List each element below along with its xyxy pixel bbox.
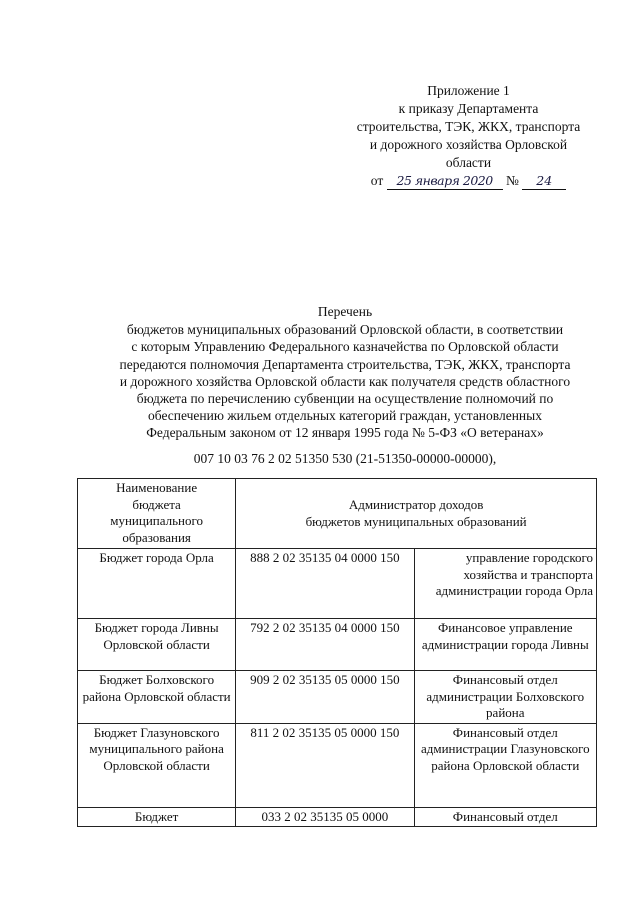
table-row	[78, 723, 597, 807]
revenue-code-cell: 033 2 02 35135 05 0000	[236, 807, 414, 827]
title-line: обеспечению жильем отдельных категорий граждан, установленных	[148, 408, 542, 424]
from-label: от	[370, 173, 384, 188]
title-heading: Перечень	[317, 304, 373, 319]
budget-classification-code: 007 10 03 76 2 02 51350 530 (21-51350-00000-00000),	[193, 451, 497, 466]
header-text: образования	[122, 529, 191, 545]
administrator-cell: Финансовое управление администрации города Ливны	[414, 619, 596, 671]
handwritten-number: 24	[522, 173, 566, 190]
title-line: с которым Управлению Федерального казначейства по Орловской области	[131, 339, 559, 355]
budget-name-cell: Бюджет	[78, 807, 236, 827]
order-date-line	[336, 172, 601, 190]
appendix-line-5: области	[445, 155, 492, 170]
title-line: Федеральным законом от 12 января 1995 года № 5-ФЗ «О ветеранах»	[146, 425, 544, 441]
appendix-line-1: Приложение 1	[427, 83, 510, 98]
table-row	[78, 619, 597, 671]
title-line: и дорожного хозяйства Орловской области как получателя средств областного	[119, 373, 571, 389]
number-label: №	[505, 173, 519, 188]
table-row	[78, 807, 597, 827]
revenue-code-cell: 792 2 02 35135 04 0000 150	[236, 619, 414, 671]
budget-name-cell: Бюджет города Ливны Орловской области	[78, 619, 236, 671]
header-text: Администратор доходов	[348, 497, 484, 512]
header-revenue-administrator	[236, 479, 597, 549]
title-line: бюджетов муниципальных образований Орловской области, в соответствии	[126, 322, 564, 338]
budget-name-cell: Бюджет Глазуновского муниципального района Орловской области	[78, 723, 236, 807]
header-text: муниципального	[110, 513, 203, 528]
revenue-code-cell: 888 2 02 35135 04 0000 150	[236, 549, 414, 619]
budget-name-cell: Бюджет города Орла	[78, 549, 236, 619]
budget-name-cell: Бюджет Болховского района Орловской области	[78, 671, 236, 724]
header-text: бюджетов муниципальных образований	[305, 513, 527, 529]
revenue-code-cell: 909 2 02 35135 05 0000 150	[236, 671, 414, 724]
table-row	[78, 671, 597, 724]
appendix-block	[336, 82, 601, 190]
budgets-table	[77, 478, 597, 827]
appendix-line-4: и дорожного хозяйства Орловской	[369, 137, 568, 152]
handwritten-date: 25 января 2020	[387, 173, 503, 190]
appendix-line-3: строительства, ТЭК, ЖКХ, транспорта	[356, 119, 581, 134]
table-row	[78, 549, 597, 619]
title-line: бюджета по перечислению субвенции на осуществление полномочий по	[136, 391, 554, 407]
administrator-cell: Финансовый отдел администрации Глазуновского района Орловской области	[414, 723, 596, 807]
title-line: передаются полномочия Департамента строительства, ТЭК, ЖКХ, транспорта	[119, 356, 571, 372]
header-budget-name	[78, 479, 236, 549]
administrator-cell: Финансовый отдел	[414, 807, 596, 827]
header-text: Наименование	[116, 480, 198, 495]
revenue-code-cell: 811 2 02 35135 05 0000 150	[236, 723, 414, 807]
appendix-line-2: к приказу Департамента	[398, 101, 539, 116]
administrator-cell: управление городского хозяйства и транспорта администрации города Орла	[414, 549, 596, 619]
table-header-row	[78, 479, 597, 549]
administrator-cell: Финансовый отдел администрации Болховского района	[414, 671, 596, 724]
document-title	[90, 303, 600, 442]
header-text: бюджета	[132, 496, 181, 512]
